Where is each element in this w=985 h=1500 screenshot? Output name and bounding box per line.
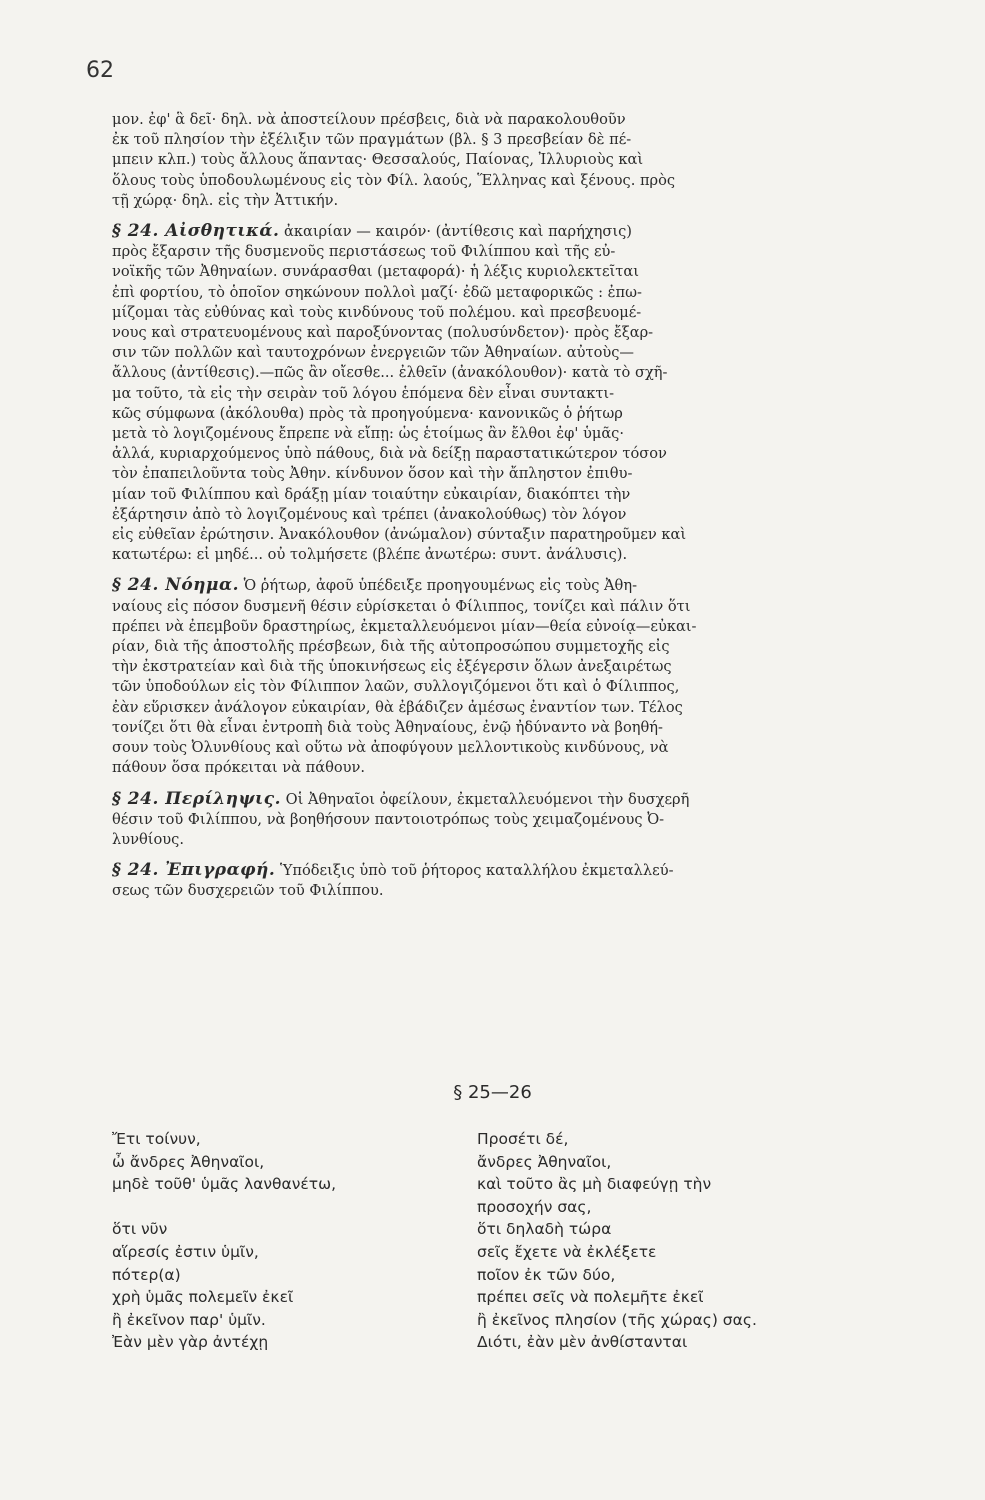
text-line: πρὸς ἔξαρσιν τῆς δυσμενοῦς περιστάσεως τοῦ Φιλίππου καὶ τῆς εὐ- bbox=[112, 243, 616, 261]
text-line: σουν τοὺς Ὀλυνθίους καὶ οὕτω νὰ ἀποφύγουν μελλοντικοὺς κινδύνους, νὰ bbox=[112, 739, 669, 757]
original-line: Ἐὰν μὲν γὰρ ἀντέχῃ bbox=[112, 1333, 269, 1352]
text-line: πρέπει νὰ ἐπεμβοῦν δραστηρίως, ἐκμεταλλευόμενοι μίαν—θεία εὐνοίᾳ—εὐκαι- bbox=[112, 617, 697, 635]
paragraph-epigrafi bbox=[112, 860, 902, 901]
paragraph-intro bbox=[112, 110, 902, 211]
translation-line: Προσέτι δέ, bbox=[477, 1130, 569, 1148]
text-line: ναίους εἰς πόσον δυσμενῆ θέσιν εὑρίσκεται ὁ Φίλιππος, τονίζει καὶ πάλιν ὅτι bbox=[112, 597, 691, 615]
text-line: κῶς σύμφωνα (ἀκόλουθα) πρὸς τὰ προηγούμενα· κανονικῶς ὁ ῥήτωρ bbox=[112, 404, 623, 422]
text-line: νοϊκῆς τῶν Ἀθηναίων. συνάρασθαι (μεταφορά)· ἡ λέξις κυριολεκτεῖται bbox=[112, 263, 639, 281]
paragraph-perilipsis bbox=[112, 789, 902, 851]
translation-line: καὶ τοῦτο ἂς μὴ διαφεύγῃ τὴν bbox=[477, 1175, 712, 1194]
original-line: ἢ ἐκεῖνον παρ' ὑμῖν. bbox=[112, 1310, 266, 1329]
text-line: θέσιν τοῦ Φιλίππου, νὰ βοηθήσουν παντοιοτρόπως τοὺς χειμαζομένους Ὀ- bbox=[112, 810, 665, 828]
paragraph-noima bbox=[112, 575, 902, 778]
text-line: τῶν ὑποδούλων εἰς τὸν Φίλιππον λαῶν, συλλογιζόμενοι ὅτι καὶ ὁ Φίλιππος, bbox=[112, 678, 680, 696]
text-line: ἄλλους (ἀντίθεσις).—πῶς ἂν οἴεσθε... ἐλθεῖν (ἀνακόλουθον)· κατὰ τὸ σχῆ- bbox=[112, 364, 668, 382]
text-line: μα τοῦτο, τὰ εἰς τὴν σειρὰν τοῦ λόγου ἑπόμενα δὲν εἶναι συντακτι- bbox=[112, 384, 615, 402]
text-line: λυνθίους. bbox=[112, 830, 184, 848]
page-number: 62 bbox=[86, 58, 114, 83]
original-text-column bbox=[112, 1128, 452, 1354]
translation-line: προσοχήν σας, bbox=[477, 1197, 592, 1216]
translation-line: σεῖς ἔχετε νὰ ἐκλέξετε bbox=[477, 1242, 657, 1261]
section-heading: § 24. Αἰσθητικά. bbox=[112, 221, 280, 242]
text-line: Ὁ ῥήτωρ, ἀφοῦ ὑπέδειξε προηγουμένως εἰς τοὺς Ἀθη- bbox=[243, 577, 638, 595]
text-line: ἐὰν εὕρισκεν ἀνάλογον εὐκαιρίαν, θὰ ἐβάδιζεν ἀμέσως ἐναντίον των. Τέλος bbox=[112, 698, 683, 716]
text-line: ἐπὶ φορτίου, τὸ ὁποῖον σηκώνουν πολλοὶ μαζί· ἐδῶ μεταφορικῶς : ἐπω- bbox=[112, 283, 642, 301]
original-line: μηδὲ τοῦθ' ὑμᾶς λανθανέτω, bbox=[112, 1175, 337, 1194]
section-heading: § 24. Νόημα. bbox=[112, 575, 239, 596]
text-line: μπειν κλπ.) τοὺς ἄλλους ἅπαντας· Θεσσαλούς, Παίονας, Ἰλλυριοὺς καὶ bbox=[112, 151, 644, 169]
translation-column bbox=[477, 1128, 917, 1354]
text-line: ἀκαιρίαν — καιρόν· (ἀντίθεσις καὶ παρήχησις) bbox=[284, 223, 632, 241]
text-line: σεως τῶν δυσχερειῶν τοῦ Φιλίππου. bbox=[112, 882, 384, 900]
text-line: τονίζει ὅτι θὰ εἶναι ἐντροπὴ διὰ τοὺς Ἀθηναίους, ἐνῷ ἠδύναντο νὰ βοηθή- bbox=[112, 718, 663, 736]
text-line: ρίαν, διὰ τῆς ἀποστολῆς πρέσβεων, διὰ τῆς αὐτοπροσώπου συμμετοχῆς εἰς bbox=[112, 638, 670, 656]
translation-line: πρέπει σεῖς νὰ πολεμῆτε ἐκεῖ bbox=[477, 1288, 704, 1307]
original-line: πότερ(α) bbox=[112, 1265, 181, 1284]
text-line: μίζομαι τὰς εὐθύνας καὶ τοὺς κινδύνους τοῦ πολέμου. καὶ πρεσβευομέ- bbox=[112, 303, 642, 321]
text-line: σιν τῶν πολλῶν καὶ ταυτοχρόνων ἐνεργειῶν τῶν Ἀθηναίων. αὐτοὺς— bbox=[112, 344, 634, 362]
text-line: πάθουν ὅσα πρόκειται νὰ πάθουν. bbox=[112, 759, 366, 777]
section-title: § 25—26 bbox=[453, 1082, 532, 1103]
text-line: Οἱ Ἀθηναῖοι ὀφείλουν, ἐκμεταλλευόμενοι τὴν δυσχερῆ bbox=[285, 790, 690, 808]
original-line: ὦ ἄνδρες Ἀθηναῖοι, bbox=[112, 1152, 265, 1171]
original-line: Ἔτι τοίνυν, bbox=[112, 1130, 201, 1148]
original-line bbox=[112, 1196, 452, 1219]
section-heading: § 24. Ἐπιγραφή. bbox=[112, 860, 276, 881]
translation-line: ὅτι δηλαδὴ τώρα bbox=[477, 1220, 612, 1239]
original-line: ὅτι νῦν bbox=[112, 1220, 168, 1239]
section-heading: § 24. Περίληψις. bbox=[112, 788, 282, 809]
original-line: χρὴ ὑμᾶς πολεμεῖν ἐκεῖ bbox=[112, 1288, 294, 1307]
translation-line: ποῖον ἐκ τῶν δύο, bbox=[477, 1265, 616, 1284]
text-line: μον. ἐφ' ἃ δεῖ· δηλ. νὰ ἀποστείλουν πρέσβεις, διὰ νὰ παρακολουθοῦν bbox=[112, 111, 626, 128]
translation-line: ἄνδρες Ἀθηναῖοι, bbox=[477, 1152, 612, 1171]
text-line: ἐκ τοῦ πλησίον τὴν ἐξέλιξιν τῶν πραγμάτων (βλ. § 3 πρεσβείαν δὲ πέ- bbox=[112, 131, 632, 149]
text-line: ἀλλά, κυριαρχούμενος ὑπὸ πάθους, διὰ νὰ δείξῃ παραστατικώτερον τόσον bbox=[112, 445, 667, 463]
text-line: τῇ χώρᾳ· δηλ. εἰς τὴν Ἀττικήν. bbox=[112, 191, 339, 209]
original-line: αἵρεσίς ἐστιν ὑμῖν, bbox=[112, 1242, 259, 1261]
paragraph-aisthetika bbox=[112, 221, 902, 565]
text-line: νους καὶ στρατευομένους καὶ παροξύνοντας (πολυσύνδετον)· πρὸς ἔξαρ- bbox=[112, 324, 654, 342]
text-line: τὴν ἐκστρατείαν καὶ διὰ τῆς ὑποκινήσεως εἰς ἐξέγερσιν ὅλων ἀνεξαιρέτως bbox=[112, 658, 672, 676]
translation-line: Διότι, ἐὰν μὲν ἀνθίστανται bbox=[477, 1333, 688, 1352]
text-line: εἰς εὐθεῖαν ἐρώτησιν. Ἀνακόλουθον (ἀνώμαλον) σύνταξιν παρατηροῦμεν καὶ bbox=[112, 526, 687, 544]
text-line: μίαν τοῦ Φιλίππου καὶ δράξῃ μίαν τοιαύτην εὐκαιρίαν, διακόπτει τὴν bbox=[112, 485, 631, 503]
text-line: ἐξάρτησιν ἀπὸ τὸ λογιζομένους καὶ τρέπει (ἀνακολούθως) τὸν λόγον bbox=[112, 505, 627, 523]
text-line: κατωτέρω: εἰ μηδέ... οὐ τολμήσετε (βλέπε ἀνωτέρω: συντ. ἀνάλυσις). bbox=[112, 546, 628, 564]
text-line: Ὑπόδειξις ὑπὸ τοῦ ῥήτορος καταλλήλου ἐκμεταλλεύ- bbox=[279, 862, 674, 880]
commentary-body bbox=[112, 110, 902, 912]
text-line: ὅλους τοὺς ὑποδουλωμένους εἰς τὸν Φίλ. λαούς, Ἕλληνας καὶ ξένους. πρὸς bbox=[112, 171, 676, 189]
text-line: τὸν ἐπαπειλοῦντα τοὺς Ἀθην. κίνδυνον ὅσον καὶ τὴν ἄπληστον ἐπιθυ- bbox=[112, 465, 633, 483]
text-line: μετὰ τὸ λογιζομένους ἔπρεπε νὰ εἴπῃ: ὡς ἑτοίμως ἂν ἔλθοι ἐφ' ὑμᾶς· bbox=[112, 425, 624, 443]
translation-line: ἢ ἐκεῖνος πλησίον (τῆς χώρας) σας. bbox=[477, 1310, 757, 1329]
